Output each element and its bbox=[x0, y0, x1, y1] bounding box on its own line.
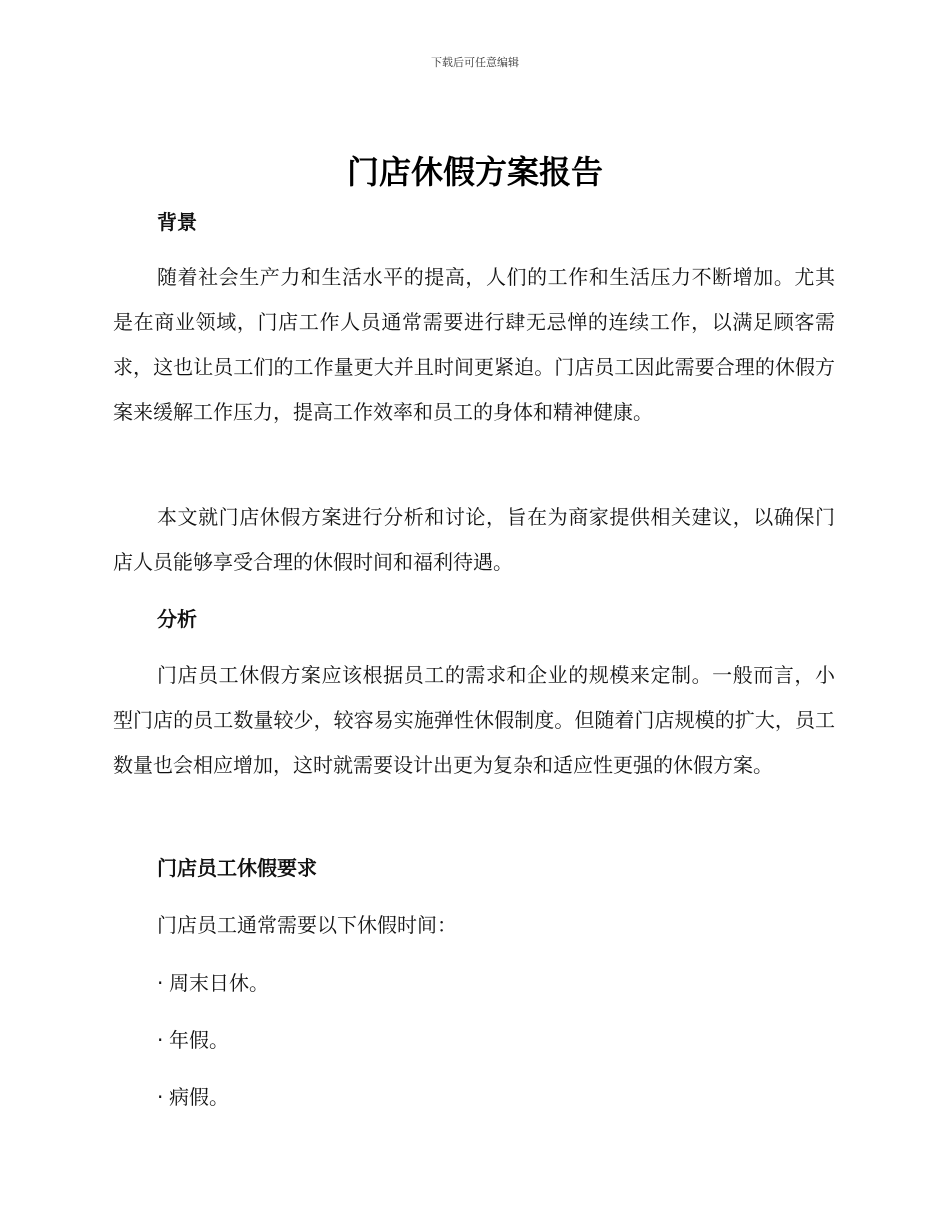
bullet-mark: · bbox=[157, 1028, 164, 1052]
list-item bbox=[157, 1083, 229, 1111]
bullet-mark: · bbox=[157, 971, 164, 995]
paragraph-background-2: 本文就门店休假方案进行分析和讨论，旨在为商家提供相关建议，以确保门店人员能够享受合理的休假时间和福利待遇。 bbox=[113, 505, 835, 574]
section-heading-background: 背景 bbox=[157, 210, 197, 234]
paragraph-background-1: 随着社会生产力和生活水平的提高，人们的工作和生活压力不断增加。尤其是在商业领域，门店工作人员通常需要进行肆无忌惮的连续工作，以满足顾客需求，这也让员工们的工作量更大并且时间更紧迫。门店员工因此需要合理的休假方案来缓解工作压力，提高工作效率和员工的身体和精神健康。 bbox=[113, 265, 835, 424]
list-item bbox=[157, 1026, 229, 1054]
list-item-text: 病假。 bbox=[169, 1085, 229, 1109]
list-item-text: 年假。 bbox=[169, 1028, 229, 1052]
list-item bbox=[157, 969, 269, 997]
list-item-text: 周末日休。 bbox=[169, 971, 269, 995]
header-note: 下载后可任意编辑 bbox=[431, 56, 519, 69]
paragraph-analysis-1: 门店员工休假方案应该根据员工的需求和企业的规模来定制。一般而言，小型门店的员工数量较少，较容易实施弹性休假制度。但随着门店规模的扩大，员工数量也会相应增加，这时就需要设计出更为复杂和适应性更强的休假方案。 bbox=[113, 663, 835, 777]
bullet-mark: · bbox=[157, 1085, 164, 1109]
requirements-intro: 门店员工通常需要以下休假时间： bbox=[157, 913, 457, 937]
document-title: 门店休假方案报告 bbox=[346, 153, 603, 191]
section-heading-requirements: 门店员工休假要求 bbox=[157, 856, 317, 880]
section-heading-analysis: 分析 bbox=[157, 607, 197, 631]
